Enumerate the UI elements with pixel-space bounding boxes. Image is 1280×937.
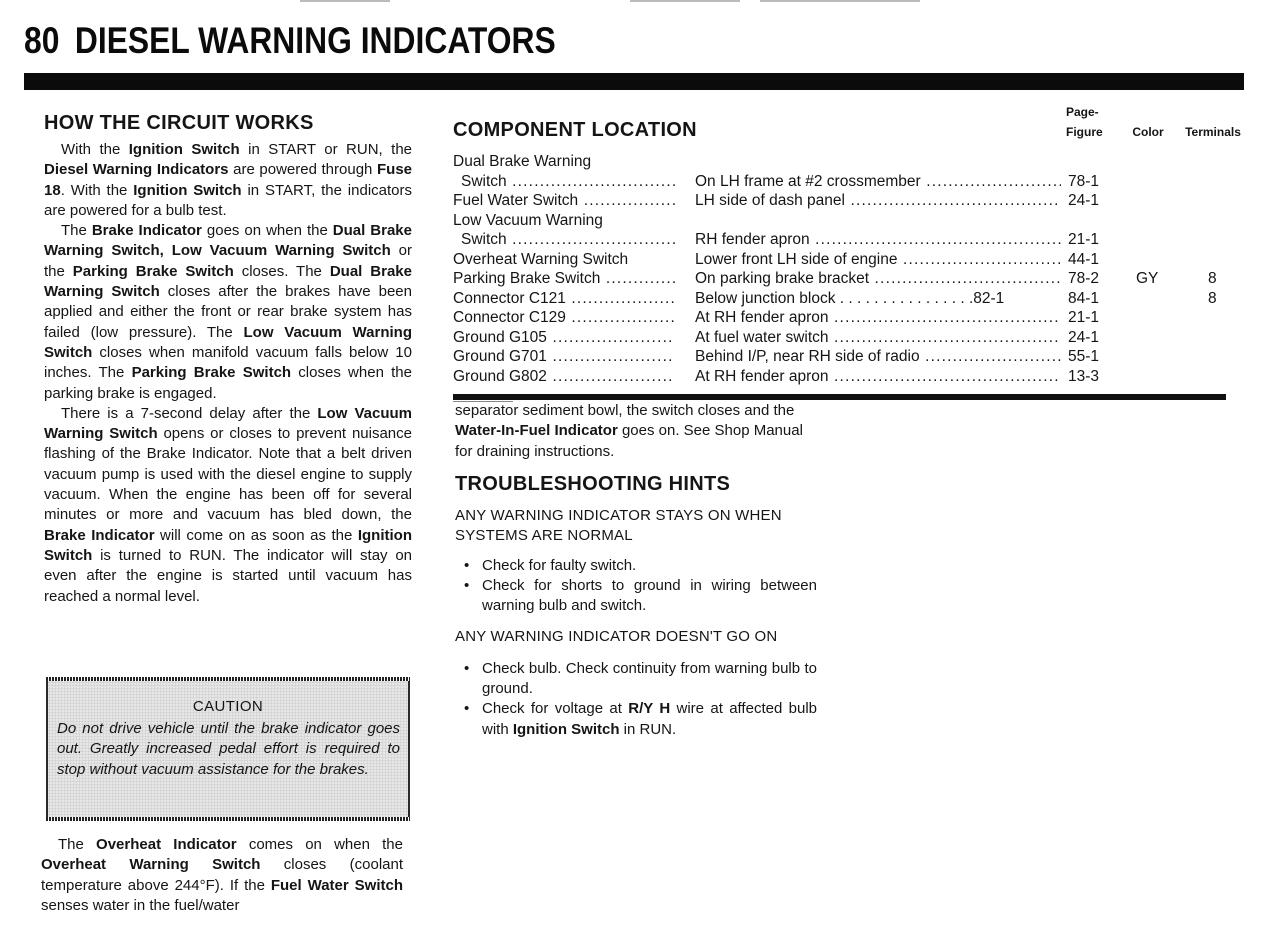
bold-term: Brake Indicator bbox=[91, 222, 202, 240]
text-run: closes (coolant temperature above 244°F). If the bbox=[41, 856, 403, 894]
component-name bbox=[453, 367, 675, 387]
bold-term: Ignition Switch bbox=[512, 720, 620, 738]
bold-term: Overheat Warning Switch bbox=[41, 856, 261, 874]
component-name bbox=[453, 152, 675, 172]
text-run: or the bbox=[44, 242, 412, 280]
bold-term: Water-In-Fuel Indicator bbox=[455, 422, 618, 440]
component-name-text: Switch bbox=[461, 172, 507, 190]
component-location-text: LH side of dash panel bbox=[695, 192, 845, 209]
component-name-text: Overheat Warning Switch bbox=[453, 250, 629, 268]
component-name-text: Ground G802 bbox=[453, 367, 547, 385]
component-name-text: Ground G105 bbox=[453, 328, 547, 346]
caution-text: Do not drive vehicle until the brake indicator goes out. Greatly increased pedal effort is required to stop without vacuum assistance for the brakes. bbox=[57, 720, 400, 778]
component-name-text: Ground G701 bbox=[453, 348, 547, 365]
component-row bbox=[453, 250, 1223, 270]
bold-term: Dual Brake Warning Switch, Low Vacuum Warning Switch bbox=[44, 222, 412, 260]
text-run: closes. The bbox=[233, 262, 330, 280]
troubleshooting-bullets-doesnt-go-on bbox=[455, 659, 817, 740]
text-run: in RUN. bbox=[619, 720, 677, 738]
column-header-terminals: Terminals bbox=[1185, 125, 1241, 139]
bold-term: Dual Brake Warning Switch bbox=[44, 262, 412, 301]
component-name bbox=[453, 191, 675, 211]
component-row bbox=[453, 230, 1223, 250]
component-location bbox=[695, 367, 1061, 387]
bullet-item bbox=[455, 699, 817, 740]
text-run: opens or closes to prevent nuisance flashing of the Brake Indicator. Note that a belt driven vacuum pump is used with the diesel engine to supply vacuum. When the engine has been off for several minutes or more and vacuum has bled down, the bbox=[44, 425, 412, 524]
column-header-page-figure-line2: Figure bbox=[1066, 125, 1103, 139]
component-name-text: Connector C121 bbox=[453, 289, 566, 307]
terminals: 8 bbox=[1208, 289, 1217, 307]
page-number: 80 bbox=[24, 20, 60, 61]
bullet-item bbox=[455, 556, 817, 576]
column-header-color: Color bbox=[1132, 125, 1164, 139]
component-name-text: Low Vacuum Warning bbox=[453, 211, 603, 229]
component-location-text: At RH fender apron bbox=[695, 367, 829, 385]
text-run: comes on when the bbox=[236, 836, 403, 853]
column-header-page-figure bbox=[1066, 102, 1110, 142]
text-run: The bbox=[61, 222, 92, 240]
component-row bbox=[453, 328, 1223, 348]
paragraph bbox=[44, 140, 412, 221]
text-run: will come on as soon as the bbox=[154, 526, 358, 544]
text-run: closes when manifold vacuum falls below 10 inches. The bbox=[44, 343, 412, 382]
text-run: in START, the indicators are powered for a bulb test. bbox=[44, 181, 412, 219]
page-title-text: DIESEL WARNING INDICATORS bbox=[74, 20, 556, 61]
component-location-text: Lower front LH side of engine bbox=[695, 250, 898, 268]
component-location-suffix: .82-1 bbox=[968, 289, 1005, 307]
how-circuit-works-body bbox=[44, 140, 412, 607]
component-name bbox=[461, 172, 675, 192]
troubleshooting-bullets-stays-on bbox=[455, 556, 817, 617]
component-location-text: On LH frame at #2 crossmember bbox=[695, 172, 921, 190]
title-rule bbox=[24, 73, 1244, 90]
component-name bbox=[453, 308, 675, 328]
component-location bbox=[695, 328, 1061, 348]
component-row bbox=[453, 367, 1223, 387]
leader-dots: . . . . . . . . . . . . . . . bbox=[835, 289, 969, 307]
page-figure: 24-1 bbox=[1068, 328, 1100, 346]
bold-term: Low Vacuum Warning Switch bbox=[44, 404, 412, 443]
bold-term: Low Vacuum Warning Switch bbox=[44, 323, 412, 361]
component-name-text: Fuel Water Switch bbox=[453, 192, 579, 209]
component-location bbox=[695, 250, 1061, 270]
component-name bbox=[453, 211, 675, 231]
page-figure: 24-1 bbox=[1068, 192, 1100, 209]
component-row bbox=[453, 152, 1223, 172]
page-figure: 21-1 bbox=[1068, 231, 1100, 248]
component-location bbox=[695, 289, 1061, 309]
page-figure: 44-1 bbox=[1068, 250, 1100, 268]
wire-color: GY bbox=[1136, 270, 1159, 287]
troubleshooting-case-stays-on: ANY WARNING INDICATOR STAYS ON WHEN SYSTEMS ARE NORMAL bbox=[455, 506, 782, 544]
component-location-text: Below junction block bbox=[695, 289, 836, 307]
component-row bbox=[453, 269, 1223, 289]
bullet-item bbox=[455, 576, 817, 617]
scan-artifact bbox=[630, 0, 740, 2]
text-run: With the bbox=[61, 141, 129, 158]
component-name bbox=[453, 250, 675, 270]
text-run: closes after the brakes have been applied and either the front or rear brake system has failed (low pressure). The bbox=[44, 283, 412, 341]
component-name bbox=[461, 230, 675, 250]
text-run: separator sediment bowl, the switch closes and the bbox=[455, 402, 795, 419]
component-location-text: Behind I/P, near RH side of radio bbox=[695, 348, 920, 365]
scan-artifact bbox=[760, 0, 920, 2]
bold-term: Ignition Switch bbox=[128, 141, 240, 158]
middle-column bbox=[455, 401, 817, 740]
bold-term: Fuse 18 bbox=[44, 161, 413, 199]
component-name-text: Switch bbox=[461, 231, 507, 248]
troubleshooting-heading: TROUBLESHOOTING HINTS bbox=[455, 472, 731, 495]
text-run: in START or RUN, the bbox=[239, 141, 413, 158]
text-run: goes on. See Shop Manual for draining instructions. bbox=[455, 422, 803, 460]
component-name bbox=[453, 269, 675, 289]
bold-term: Diesel Warning Indicators bbox=[44, 161, 229, 179]
component-row bbox=[453, 289, 1223, 309]
bold-term: Ignition Switch bbox=[44, 526, 412, 564]
component-row bbox=[453, 347, 1223, 367]
component-row bbox=[453, 211, 1223, 231]
component-location-text: On parking brake bracket bbox=[695, 270, 870, 287]
troubleshooting-case-doesnt-go-on: ANY WARNING INDICATOR DOESN'T GO ON bbox=[455, 627, 778, 645]
component-row bbox=[453, 172, 1223, 192]
bold-term: Ignition Switch bbox=[133, 181, 242, 199]
paragraph bbox=[41, 835, 403, 916]
page-figure: 84-1 bbox=[1068, 289, 1100, 307]
page-figure: 78-2 bbox=[1068, 270, 1100, 287]
component-name-text: Connector C129 bbox=[453, 309, 566, 326]
text-run: are powered through bbox=[228, 161, 377, 179]
page-figure: 13-3 bbox=[1068, 367, 1100, 385]
text-run: is turned to RUN. The indicator will stay on even after the engine is started until vacuum has reached a normal level. bbox=[44, 546, 412, 605]
component-name bbox=[453, 347, 675, 367]
component-name bbox=[453, 289, 675, 309]
bold-term: R/Y H bbox=[628, 700, 671, 718]
component-location-heading: COMPONENT LOCATION bbox=[453, 119, 697, 141]
text-run: The bbox=[58, 836, 97, 853]
bullet-item bbox=[455, 659, 817, 700]
component-location bbox=[695, 191, 1061, 211]
component-location bbox=[695, 230, 1061, 250]
text-run: senses water in the fuel/water bbox=[41, 896, 240, 914]
text-run: Check for faulty switch. bbox=[482, 556, 637, 574]
component-location bbox=[695, 308, 1061, 328]
how-circuit-works-section bbox=[44, 112, 412, 607]
component-location-table bbox=[453, 152, 1223, 386]
component-name-text: Parking Brake Switch bbox=[453, 270, 601, 287]
page-figure: 78-1 bbox=[1068, 172, 1100, 190]
text-run: closes when the parking brake is engaged. bbox=[44, 364, 412, 402]
text-run: Check bulb. Check continuity from warning bulb to ground. bbox=[482, 659, 817, 698]
component-location-text: At fuel water switch bbox=[695, 328, 829, 346]
terminals: 8 bbox=[1208, 270, 1217, 287]
page-figure: 55-1 bbox=[1068, 348, 1100, 365]
text-run: Check for voltage at bbox=[482, 700, 629, 718]
component-name-text: Dual Brake Warning bbox=[453, 153, 592, 170]
overheat-paragraph-section bbox=[41, 835, 403, 916]
component-location bbox=[695, 269, 1061, 289]
component-location bbox=[695, 172, 1061, 192]
paragraph bbox=[44, 404, 412, 607]
column-header-page-figure-line1: Page- bbox=[1066, 105, 1099, 119]
page-title bbox=[24, 20, 556, 62]
component-location-text: RH fender apron bbox=[695, 231, 810, 248]
text-run: . With the bbox=[60, 181, 134, 199]
text-run: There is a 7-second delay after the bbox=[61, 404, 318, 422]
bold-term: Overheat Indicator bbox=[96, 836, 237, 853]
component-location bbox=[695, 347, 1061, 367]
component-row bbox=[453, 308, 1223, 328]
scan-artifact bbox=[300, 0, 390, 2]
component-table-rule bbox=[453, 394, 1226, 400]
component-row bbox=[453, 191, 1223, 211]
text-run: wire at affected bulb with bbox=[482, 700, 817, 738]
component-location-text: At RH fender apron bbox=[695, 309, 829, 326]
bold-term: Parking Brake Switch bbox=[131, 364, 292, 382]
continuation-paragraph bbox=[455, 401, 817, 462]
caution-title: CAUTION bbox=[192, 698, 264, 715]
text-run: goes on when the bbox=[201, 222, 333, 240]
bold-term: Fuel Water Switch bbox=[270, 876, 403, 894]
paragraph bbox=[44, 221, 412, 404]
caution-box bbox=[46, 679, 410, 819]
bold-term: Parking Brake Switch bbox=[72, 262, 234, 280]
bold-term: Brake Indicator bbox=[44, 526, 155, 544]
page-figure: 21-1 bbox=[1068, 309, 1100, 326]
component-name bbox=[453, 328, 675, 348]
how-circuit-works-heading: HOW THE CIRCUIT WORKS bbox=[44, 112, 314, 134]
text-run: Check for shorts to ground in wiring between warning bulb and switch. bbox=[482, 577, 817, 615]
